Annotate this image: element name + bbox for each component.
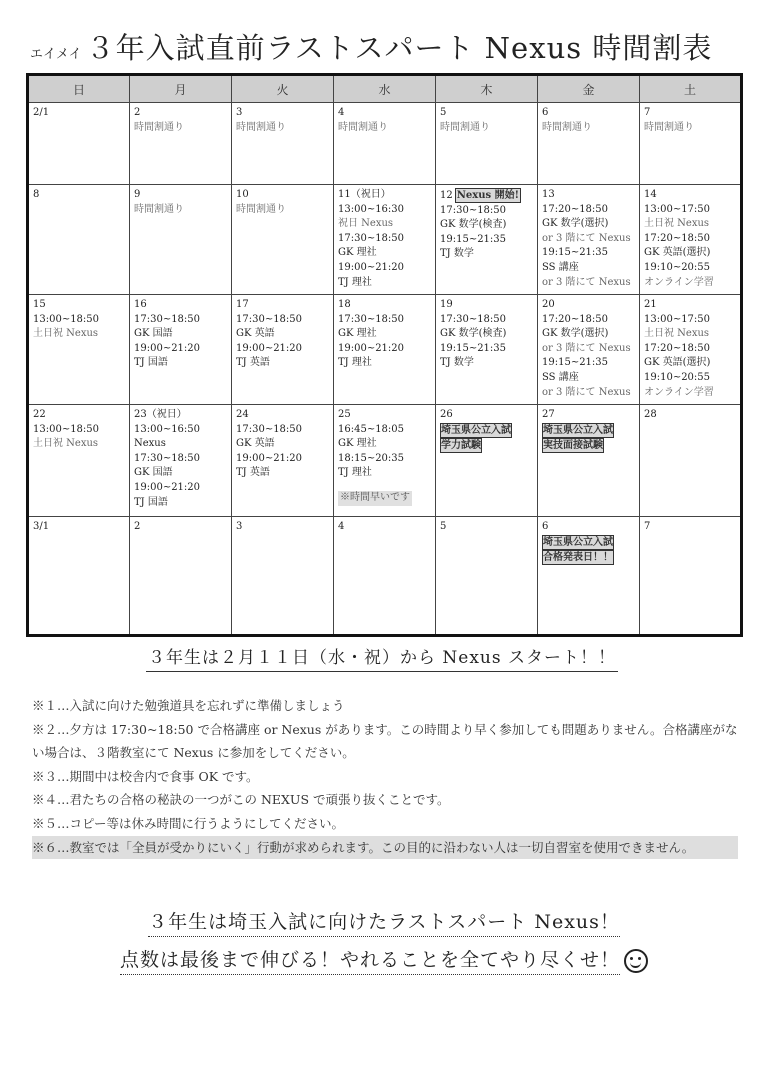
schedule-entry: GK 数学(選択)	[542, 218, 609, 230]
day-number: 3	[236, 521, 243, 532]
day-number: 11（祝日）	[338, 189, 391, 200]
schedule-entry: TJ 英語	[236, 357, 270, 369]
exam-event-label: 埼玉県公立入試	[543, 424, 613, 436]
calendar-day-cell	[28, 517, 130, 636]
calendar-day-cell	[640, 185, 742, 295]
schedule-entry: GK 英語(選択)	[644, 247, 711, 259]
calendar-day-cell	[436, 517, 538, 636]
calendar-week-row	[28, 405, 742, 517]
schedule-entry: GK 数学(検査)	[440, 219, 507, 231]
day-number: 5	[440, 521, 447, 532]
calendar-day-cell	[232, 517, 334, 636]
day-number: 13	[542, 189, 555, 200]
schedule-entry: 17:20~18:50	[644, 232, 711, 244]
schedule-entry: 時間割通り	[134, 121, 184, 133]
note-item: ※１…入試に向けた勉強道具を忘れずに準備しましょう	[32, 698, 345, 713]
schedule-entry: 時間割通り	[236, 203, 286, 215]
day-number: 10	[236, 189, 249, 200]
schedule-entry: TJ 国語	[134, 496, 168, 508]
day-number: 26	[440, 409, 453, 420]
calendar-day-cell	[436, 295, 538, 405]
schedule-entry: 16:45~18:05	[338, 423, 405, 435]
calendar-day-cell	[538, 103, 640, 185]
schedule-entry: 土日祝 Nexus	[644, 328, 710, 340]
note-item: ※２…夕方は 17:30~18:50 で合格講座 or Nexus があります。この時間より早く参加しても問題ありません。合格講座がない場合は、３階教室にて Nexus に参加をしてください。	[32, 721, 738, 761]
schedule-entry: 17:30~18:50	[236, 423, 303, 435]
calendar-day-cell	[28, 185, 130, 295]
calendar-day-cell	[232, 185, 334, 295]
calendar-day-cell	[334, 295, 436, 405]
notes-list	[32, 694, 738, 859]
calendar-day-cell	[436, 185, 538, 295]
schedule-entry: 17:30~18:50	[440, 204, 507, 216]
calendar-day-cell	[334, 103, 436, 185]
exam-event-label: 合格発表日！！	[543, 551, 613, 563]
weekday-fri: 金	[538, 75, 640, 103]
note-item: ※４…君たちの合格の秘訣の一つがこの NEXUS で頑張り抜くことです。	[32, 792, 450, 808]
schedule-entry: or 3 階にて Nexus	[542, 276, 631, 288]
calendar-day-cell	[28, 103, 130, 185]
calendar-day-cell	[640, 405, 742, 517]
calendar-day-cell	[538, 185, 640, 295]
schedule-entry: or 3 階にて Nexus	[542, 232, 631, 244]
day-number: 27	[542, 409, 555, 420]
day-number: 5	[440, 107, 447, 118]
calendar-day-cell	[334, 517, 436, 636]
schedule-entry: 13:00~16:50	[134, 423, 201, 435]
schedule-entry: GK 理社	[338, 438, 377, 450]
schedule-entry: 17:30~18:50	[134, 452, 201, 464]
school-name: エイメイ	[30, 47, 82, 62]
calendar-day-cell	[232, 103, 334, 185]
day-number: 28	[644, 409, 657, 420]
schedule-entry: GK 数学(検査)	[440, 328, 507, 340]
schedule-entry: オンライン学習	[644, 276, 714, 288]
day-number: 24	[236, 409, 249, 420]
schedule-entry: GK 国語	[134, 467, 173, 479]
calendar-day-cell	[640, 103, 742, 185]
schedule-entry: 時間割通り	[134, 203, 184, 215]
schedule-entry: TJ 理社	[338, 467, 372, 479]
day-number: 22	[33, 409, 46, 420]
calendar-day-cell	[538, 405, 640, 517]
title-text: ３年入試直前ラストスパート Nexus 時間割表	[85, 31, 713, 65]
schedule-entry: 13:00~18:50	[33, 423, 100, 435]
calendar-week-row	[28, 517, 742, 636]
schedule-entry: 19:00~21:20	[338, 342, 405, 354]
calendar-day-cell	[436, 103, 538, 185]
schedule-entry: TJ 英語	[236, 467, 270, 479]
schedule-entry: SS 講座	[542, 371, 579, 383]
schedule-entry: 17:20~18:50	[644, 342, 711, 354]
calendar-day-cell	[28, 405, 130, 517]
schedule-entry: 19:00~21:20	[338, 261, 405, 273]
schedule-entry: TJ 国語	[134, 357, 168, 369]
calendar-day-cell	[538, 517, 640, 636]
page-title	[30, 26, 750, 72]
schedule-entry: 祝日 Nexus	[338, 218, 394, 230]
schedule-entry: 時間割通り	[236, 121, 286, 133]
exam-event-label: 埼玉県公立入試	[543, 536, 613, 548]
day-number: 25	[338, 409, 351, 420]
exam-event-label: 埼玉県公立入試	[441, 424, 511, 436]
day-number-text: 12	[440, 190, 453, 201]
calendar-day-cell	[334, 405, 436, 517]
day-number: 6	[542, 521, 549, 532]
schedule-entry: GK 英語	[236, 438, 275, 450]
schedule-calendar	[26, 73, 743, 637]
schedule-entry: 土日祝 Nexus	[33, 438, 99, 450]
schedule-entry: 時間割通り	[644, 121, 694, 133]
smiley-face-icon	[624, 949, 648, 973]
slogan-line-2	[0, 945, 768, 973]
day-number: 15	[33, 299, 46, 310]
day-number: 3	[236, 107, 243, 118]
day-number: 4	[338, 107, 345, 118]
schedule-entry: 土日祝 Nexus	[644, 218, 710, 230]
weekday-tue: 火	[232, 75, 334, 103]
schedule-entry: GK 国語	[134, 328, 173, 340]
calendar-day-cell	[130, 103, 232, 185]
calendar-day-cell	[130, 517, 232, 636]
calendar-day-cell	[640, 517, 742, 636]
note-item: ※３…期間中は校舎内で食事 OK です。	[32, 768, 259, 784]
day-number: 14	[644, 189, 657, 200]
schedule-entry: 18:15~20:35	[338, 452, 405, 464]
calendar-day-cell	[538, 295, 640, 405]
day-number: 6	[542, 107, 549, 118]
day-number: 8	[33, 189, 40, 200]
schedule-entry: 13:00~17:50	[644, 313, 711, 325]
schedule-entry: TJ 理社	[338, 276, 372, 288]
schedule-entry: 19:15~21:35	[542, 247, 609, 259]
schedule-entry: Nexus	[134, 438, 166, 450]
schedule-entry: GK 英語(選択)	[644, 357, 711, 369]
calendar-day-cell	[130, 185, 232, 295]
weekday-sun: 日	[28, 75, 130, 103]
day-number: 2	[134, 107, 141, 118]
day-number: 3/1	[33, 521, 50, 532]
schedule-entry: 17:30~18:50	[338, 232, 405, 244]
schedule-entry: 17:20~18:50	[542, 313, 609, 325]
schedule-entry: GK 理社	[338, 328, 377, 340]
time-change-note: ※時間早いです	[338, 491, 412, 506]
schedule-entry: 土日祝 Nexus	[33, 328, 99, 340]
nexus-start-badge: Nexus 開始!	[456, 190, 519, 201]
exam-event-label: 学力試験	[441, 439, 481, 451]
day-number: 20	[542, 299, 555, 310]
calendar-week-row	[28, 185, 742, 295]
schedule-entry: 19:00~21:20	[236, 452, 303, 464]
schedule-entry: 19:00~21:20	[236, 342, 303, 354]
day-number: 2	[134, 521, 141, 532]
day-number: 9	[134, 189, 141, 200]
schedule-entry: SS 講座	[542, 261, 579, 273]
slogan-line-1	[0, 907, 768, 934]
calendar-day-cell	[436, 405, 538, 517]
schedule-entry: 19:00~21:20	[134, 342, 201, 354]
schedule-entry: 17:30~18:50	[338, 313, 405, 325]
schedule-entry: GK 数学(選択)	[542, 328, 609, 340]
day-number: 4	[338, 521, 345, 532]
schedule-entry: 13:00~17:50	[644, 203, 711, 215]
schedule-entry: 17:20~18:50	[542, 203, 609, 215]
day-number: 21	[644, 299, 657, 310]
day-number: 19	[440, 299, 453, 310]
calendar-day-cell	[232, 405, 334, 517]
calendar-day-cell	[334, 185, 436, 295]
weekday-thu: 木	[436, 75, 538, 103]
schedule-entry: オンライン学習	[644, 386, 714, 398]
day-number: 7	[644, 107, 651, 118]
day-number: 23（祝日）	[134, 409, 187, 420]
schedule-entry: 17:30~18:50	[236, 313, 303, 325]
calendar-day-cell	[130, 295, 232, 405]
weekday-wed: 水	[334, 75, 436, 103]
schedule-entry: 19:15~21:35	[440, 342, 507, 354]
weekday-sat: 土	[640, 75, 742, 103]
schedule-entry: GK 英語	[236, 328, 275, 340]
calendar-day-cell	[28, 295, 130, 405]
calendar-day-cell	[232, 295, 334, 405]
schedule-entry: 時間割通り	[542, 121, 592, 133]
schedule-entry: 19:10~20:55	[644, 371, 711, 383]
note-item: ※６…教室では「全員が受かりにいく」行動が求められます。この目的に沿わない人は一切自習室を使用できません。	[32, 836, 738, 860]
exam-event-label: 実技面接試験	[543, 439, 603, 451]
weekday-mon: 月	[130, 75, 232, 103]
note-item: ※５…コピー等は休み時間に行うようにしてください。	[32, 815, 345, 831]
start-announcement: ３年生は２月１１日（水・祝）から Nexus スタート！！	[146, 643, 618, 672]
schedule-entry: 17:30~18:50	[134, 313, 201, 325]
weekday-header-row	[28, 75, 742, 103]
schedule-entry: 13:00~16:30	[338, 203, 405, 215]
slogan-text-1: ３年生は埼玉入試に向けたラストスパート Nexus！	[148, 911, 620, 937]
day-number	[440, 188, 533, 204]
schedule-entry: or 3 階にて Nexus	[542, 386, 631, 398]
calendar-week-row	[28, 103, 742, 185]
schedule-entry: 17:30~18:50	[440, 313, 507, 325]
schedule-entry: 時間割通り	[440, 121, 490, 133]
schedule-entry: TJ 数学	[440, 357, 474, 369]
schedule-entry: 19:15~21:35	[542, 357, 609, 369]
schedule-entry: GK 理社	[338, 247, 377, 259]
schedule-entry: 13:00~18:50	[33, 313, 100, 325]
calendar-day-cell	[640, 295, 742, 405]
schedule-entry: 19:10~20:55	[644, 261, 711, 273]
schedule-entry: 時間割通り	[338, 121, 388, 133]
schedule-entry: TJ 理社	[338, 357, 372, 369]
day-number: 2/1	[33, 107, 50, 118]
slogan-text-2: 点数は最後まで伸びる！やれることを全てやり尽くせ！	[120, 949, 620, 975]
day-number: 7	[644, 521, 651, 532]
calendar-week-row	[28, 295, 742, 405]
day-number: 18	[338, 299, 351, 310]
day-number: 17	[236, 299, 249, 310]
schedule-entry: TJ 数学	[440, 248, 474, 260]
schedule-entry: 19:00~21:20	[134, 481, 201, 493]
schedule-entry: 19:15~21:35	[440, 233, 507, 245]
schedule-entry: or 3 階にて Nexus	[542, 342, 631, 354]
day-number: 16	[134, 299, 147, 310]
calendar-day-cell	[130, 405, 232, 517]
